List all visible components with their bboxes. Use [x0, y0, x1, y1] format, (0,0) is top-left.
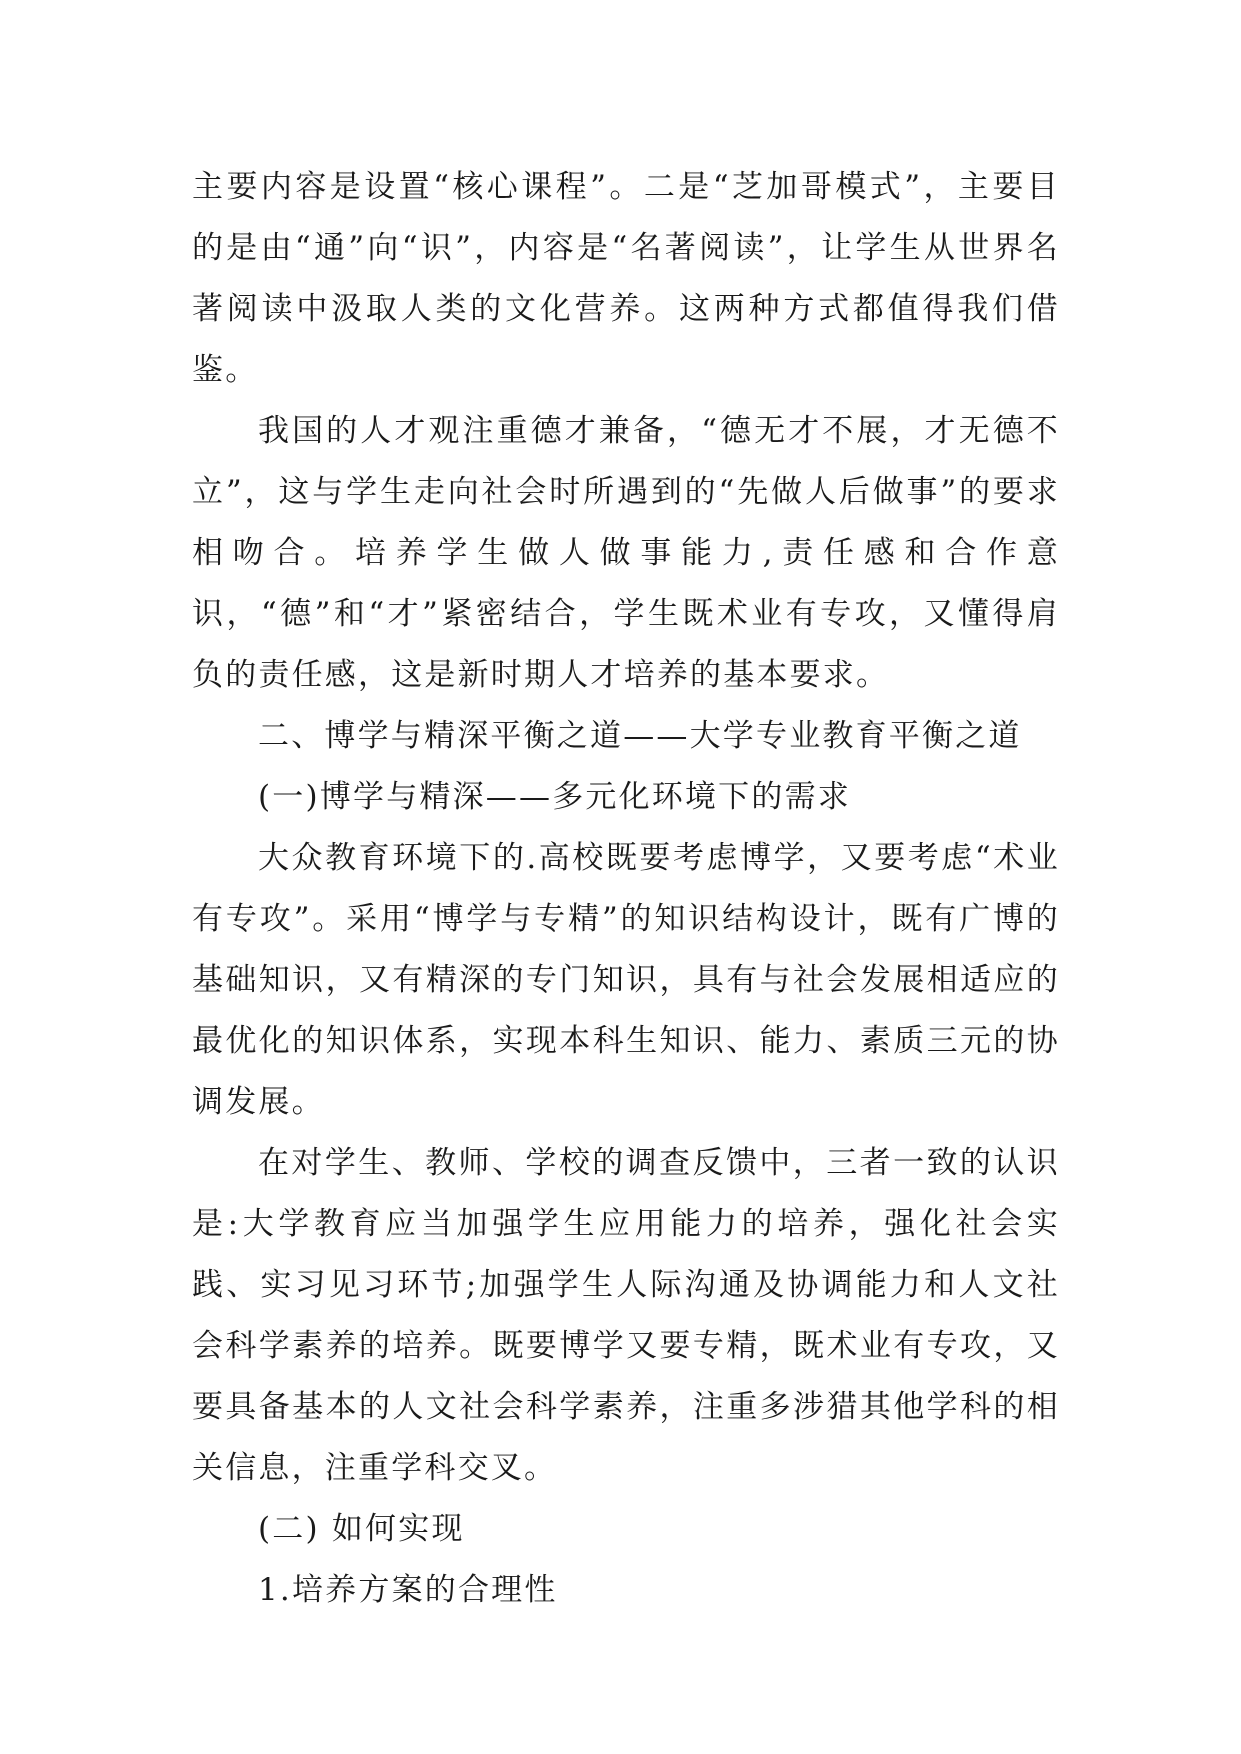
subsection-heading-1: (一)博学与精深——多元化环境下的需求: [258, 779, 851, 815]
paragraph-core-curriculum: 主要内容是设置“核心课程”。二是“芝加哥模式”，主要目的是由“通”向“识”，内容是“名著阅读”，让学生从世界名著阅读中汲取人类的文化营养。这两种方式都值得我们借鉴。: [192, 169, 1060, 388]
paragraph-talent-view: 我国的人才观注重德才兼备，“德无才不展，才无德不立”，这与学生走向社会时所遇到的“先做人后做事”的要求相吻合。培养学生做人做事能力,责任感和合作意识，“德”和“才”紧密结合，学生既术业有专攻，又懂得肩负的责任感，这是新时期人才培养的基本要求。: [192, 413, 1060, 693]
paragraph-mass-education: 大众教育环境下的.高校既要考虑博学，又要考虑“术业有专攻”。采用“博学与专精”的知识结构设计，既有广博的基础知识，又有精深的专门知识，具有与社会发展相适应的最优化的知识体系，实现本科生知识、能力、素质三元的协调发展。: [192, 840, 1060, 1120]
subsection-heading-2: (二) 如何实现: [258, 1511, 465, 1547]
document-body: [192, 157, 1060, 1621]
section-heading-balance: 二、博学与精深平衡之道——大学专业教育平衡之道: [258, 718, 1022, 754]
item-heading-1: 1.培养方案的合理性: [258, 1572, 558, 1608]
paragraph-survey-feedback: 在对学生、教师、学校的调查反馈中，三者一致的认识是:大学教育应当加强学生应用能力的培养，强化社会实践、实习见习环节;加强学生人际沟通及协调能力和人文社会科学素养的培养。既要博学又要专精，既术业有专攻，又要具备基本的人文社会科学素养，注重多涉猎其他学科的相关信息，注重学科交叉。: [192, 1145, 1060, 1486]
